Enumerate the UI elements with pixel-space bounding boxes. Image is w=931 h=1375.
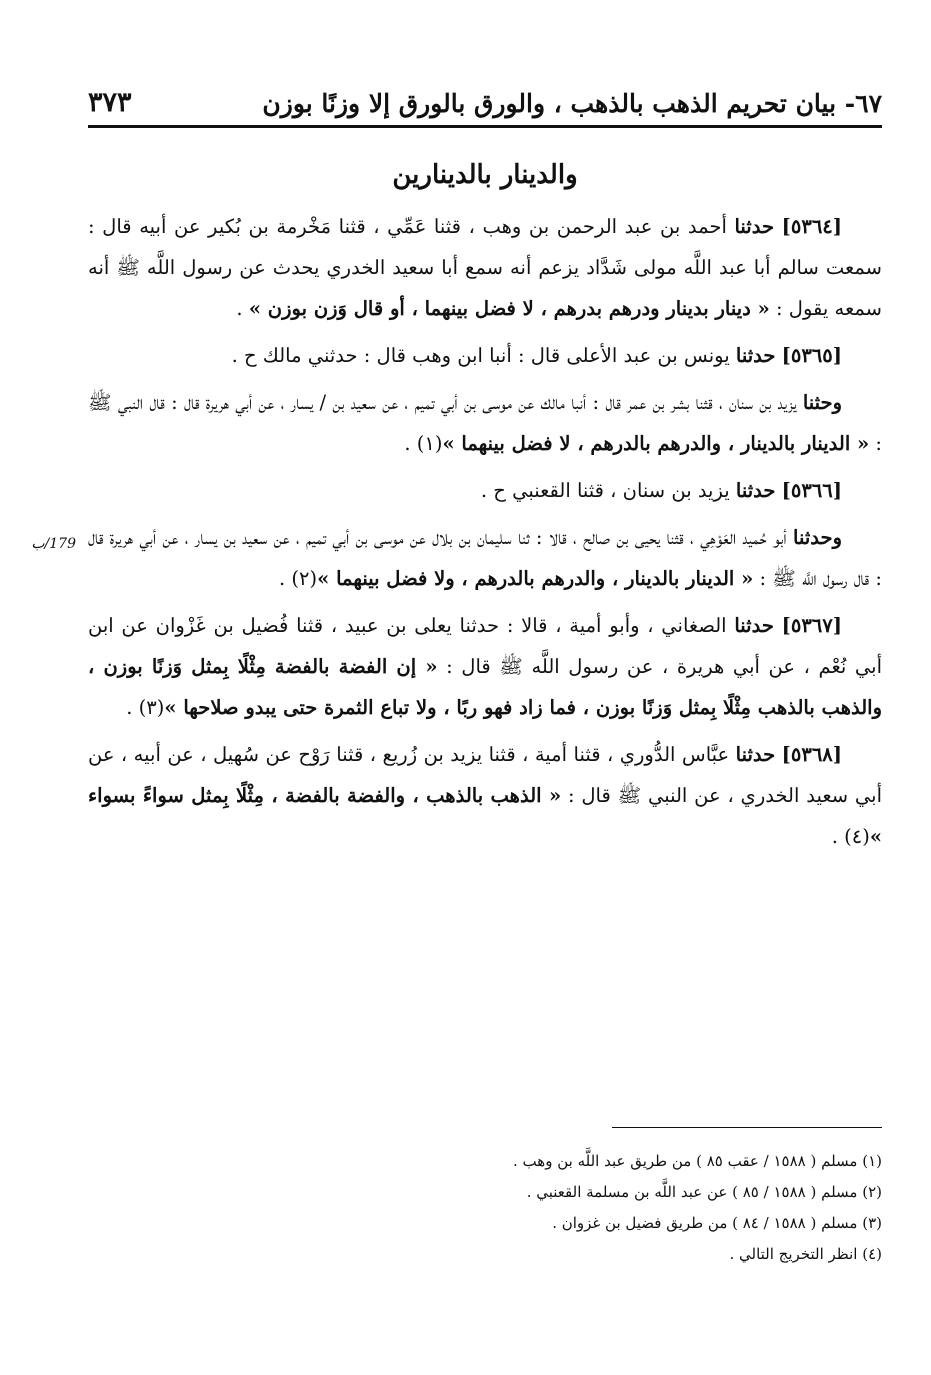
isnad-text: عبَّاس الدُّوري ، قثنا أمية ، قثنا يزيد بن زُريع ، قثنا رَوْح عن سُهيل ، عن أبيه ، عن أبي سعيد الخدري ، عن النبي ﷺ قال : bbox=[88, 743, 883, 807]
footnote: (١) مسلم ( ١٥٨٨ / عقب ٨٥ ) من طريق عبد اللَّه بن وهب . bbox=[513, 1152, 882, 1170]
running-title: ٦٧- بيان تحريم الذهب بالذهب ، والورق بالورق إلا وزنًا بوزن bbox=[262, 89, 882, 118]
footnotes bbox=[88, 1146, 882, 1270]
paragraph-tail: (٣) . bbox=[126, 696, 165, 719]
chain-keyword: حدثنا bbox=[734, 215, 775, 238]
chain-keyword: حدثنا bbox=[735, 344, 776, 367]
paragraph-tail: (١) . bbox=[404, 432, 443, 455]
matn-text: « دينار بدينار ودرهم بدرهم ، لا فضل بينهما ، أو قال وَزن بوزن » bbox=[248, 297, 770, 320]
hadith-paragraph bbox=[88, 382, 882, 464]
isnad-text: يونس بن عبد الأعلى قال : أنبا ابن وهب قال : حدثني مالك ح . bbox=[231, 344, 730, 367]
isnad-text: أبو حُميد العَوْهِي ، قثنا يحيى بن صالح ، قالا : ثنا سليمان بن بلال عن موسى بن أبي تميم ، عن سعيد بن يسار ، عن أبي هريرة قال : قال رسول اللَّه ﷺ : bbox=[88, 526, 882, 590]
hadith-number: [٥٣٦٧] bbox=[781, 614, 842, 637]
isnad-text: أحمد بن عبد الرحمن بن وهب ، قثنا عَمِّي ، قثنا مَخْرمة بن بُكير عن أبيه قال : سمعت سالم أبا عبد اللَّه مولى شَدَّاد يزعم أنه سمع أبا سعيد الخدري يحدث عن رسول اللَّه ﷺ أنه سمعه يقول : bbox=[88, 215, 882, 320]
folio-marker: 179/ب bbox=[31, 536, 76, 552]
page-header bbox=[88, 74, 882, 118]
chain-keyword: وحدثنا bbox=[793, 526, 842, 549]
isnad-text: الصغاني ، وأبو أمية ، قالا : حدثنا يعلى بن عبيد ، قثنا فُضيل بن غَزْوان عن ابن أبي نُعْم ، عن أبي هريرة ، عن رسول اللَّه ﷺ قال : bbox=[88, 614, 882, 678]
chain-keyword: حدثنا bbox=[735, 743, 776, 766]
hadith-number: [٥٣٦٤] bbox=[781, 215, 843, 238]
page-number: ٣٧٣ bbox=[88, 87, 132, 118]
isnad-text: يزيد بن سنان ، قثنا بشر بن عمر قال : أنبا مالك عن موسى بن أبي تميم ، عن سعيد بن / يسار ، عن أبي هريرة قال : قال النبي ﷺ : bbox=[88, 391, 882, 455]
paragraph-tail: (٢) . bbox=[279, 567, 318, 590]
hadith-number: [٥٣٦٨] bbox=[781, 743, 843, 766]
footnote: (٢) مسلم ( ١٥٨٨ / ٨٥ ) عن عبد اللَّه بن مسلمة القعنبي . bbox=[526, 1183, 882, 1201]
hadith-paragraph bbox=[88, 206, 882, 329]
footnote-rule bbox=[612, 1127, 882, 1128]
hadith-body bbox=[88, 206, 882, 863]
hadith-paragraph bbox=[88, 517, 882, 599]
matn-text: « الذهب بالذهب ، والفضة بالفضة ، مِثْلًا بِمثل سواءً بسواء » bbox=[88, 784, 882, 848]
matn-text: « إن الفضة بالفضة مِثْلًا بِمثل وَزنًا بوزن ، والذهب بالذهب مِثْلًا بِمثل وَزنًا بوزن ، فما زاد فهو ربًا ، ولا تباع الثمرة حتى يبدو صلاحها » bbox=[88, 655, 882, 719]
chain-keyword: حدثنا bbox=[734, 614, 774, 637]
hadith-number: [٥٣٦٦] bbox=[781, 479, 842, 502]
footnote: (٤) انظر التخريج التالي . bbox=[729, 1245, 882, 1263]
isnad-text: يزيد بن سنان ، قثنا القعنبي ح . bbox=[480, 479, 730, 502]
chain-keyword: حدثنا bbox=[735, 479, 776, 502]
hadith-paragraph bbox=[88, 470, 882, 511]
chapter-title: والدينار بالدينارين bbox=[392, 160, 578, 190]
header-rule bbox=[88, 125, 882, 128]
paragraph-tail: . bbox=[236, 297, 249, 320]
chain-keyword: وحثنا bbox=[802, 391, 842, 414]
hadith-paragraph bbox=[88, 605, 882, 728]
hadith-paragraph bbox=[88, 734, 882, 857]
paragraph-tail: (٤) . bbox=[831, 825, 870, 848]
footnote: (٣) مسلم ( ١٥٨٨ / ٨٤ ) من طريق فضيل بن غزوان . bbox=[552, 1214, 882, 1232]
hadith-paragraph bbox=[88, 335, 882, 376]
matn-text: « الدينار بالدينار ، والدرهم بالدرهم ، ولا فضل بينهما » bbox=[317, 567, 754, 590]
matn-text: « الدينار بالدينار ، والدرهم بالدرهم ، لا فضل بينهما » bbox=[442, 432, 870, 455]
hadith-number: [٥٣٦٥] bbox=[781, 344, 842, 367]
